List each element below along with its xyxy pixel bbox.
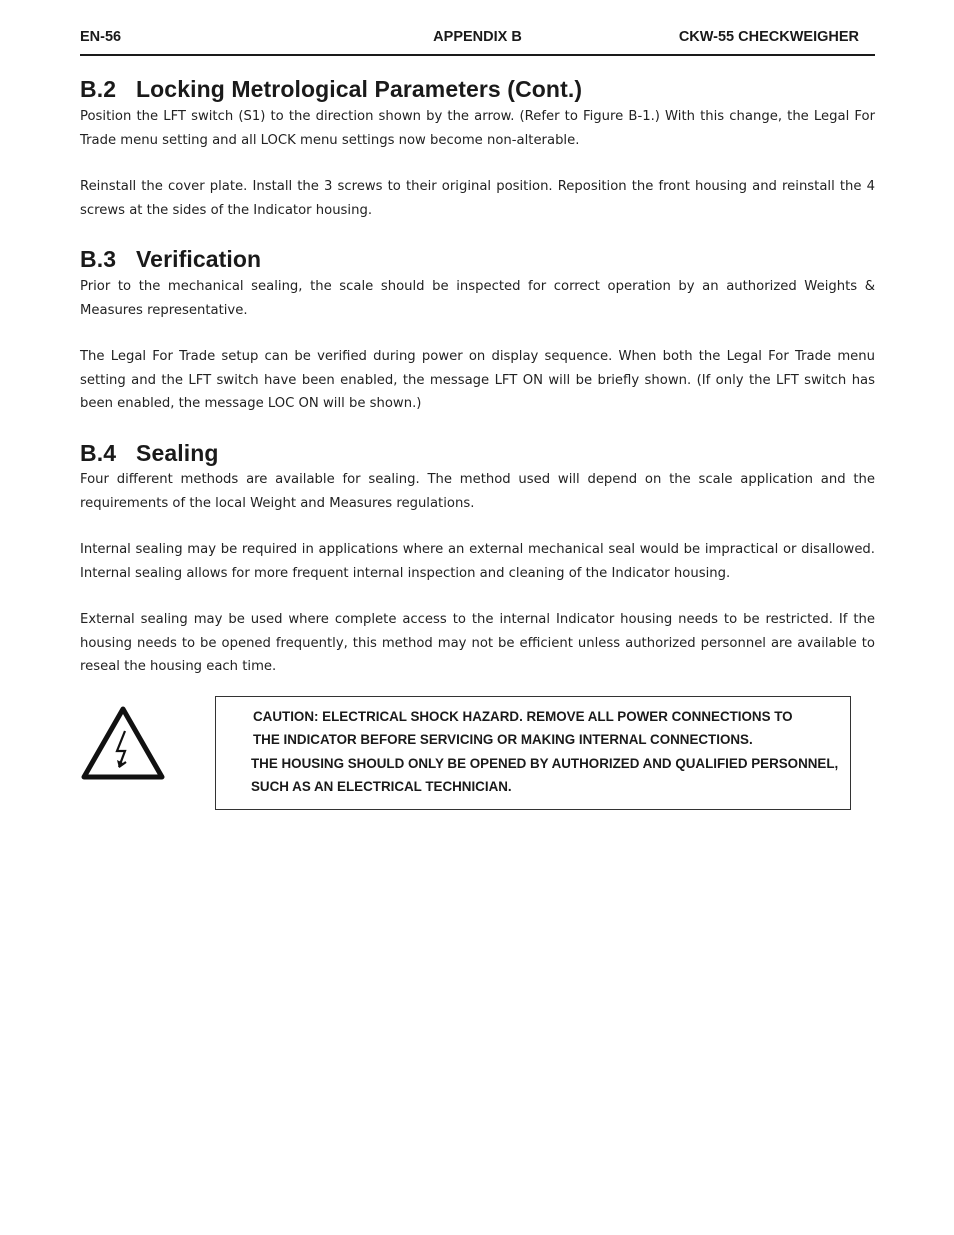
page-number: EN-56 [80, 29, 122, 45]
paragraph: Internal sealing may be required in applications where an external mechanical seal would be impractical or disallowed. Internal sealing allows for more frequent internal inspection and cleaning of the Indicator housing. [80, 542, 875, 581]
section-number: B.4 [80, 440, 117, 466]
paragraph: Reinstall the cover plate. Install the 3 screws to their original position. Reposition the front housing and reinstall the 4 screws at the sides of the Indicator housing. [80, 179, 875, 218]
section-title: Sealing [136, 440, 219, 466]
section-number: B.2 [80, 76, 117, 102]
section-title: Locking Metrological Parameters (Cont.) [136, 76, 583, 102]
section-b3 [80, 245, 875, 416]
section-b2 [80, 75, 875, 222]
caution-box [215, 696, 851, 810]
paragraph: Prior to the mechanical sealing, the scale should be inspected for correct operation by an authorized Weights & Measures representative. [80, 279, 875, 318]
paragraph: Position the LFT switch (S1) to the direction shown by the arrow. (Refer to Figure B-1.) With this change, the Legal For Trade menu setting and all LOCK menu settings now become non-alterable. [80, 109, 875, 148]
paragraph: External sealing may be used where complete access to the internal Indicator housing needs to be restricted. If the housing needs to be opened frequently, this method may not be efficient unless authorized personnel are available to reseal the housing each time. [80, 612, 875, 674]
section-heading [80, 245, 875, 273]
page-header [80, 28, 875, 56]
section-b4 [80, 439, 875, 679]
electrical-shock-warning-icon [81, 705, 165, 781]
caution-line: THE INDICATOR BEFORE SERVICING OR MAKING INTERNAL CONNECTIONS. [253, 732, 753, 747]
section-number: B.3 [80, 246, 117, 272]
caution-line: THE HOUSING SHOULD ONLY BE OPENED BY AUTHORIZED AND QUALIFIED PERSONNEL, [251, 756, 839, 771]
caution-line: CAUTION: ELECTRICAL SHOCK HAZARD. REMOVE ALL POWER CONNECTIONS TO [253, 709, 793, 724]
section-title: Verification [136, 246, 262, 272]
appendix-label: APPENDIX B [433, 29, 522, 45]
paragraph: Four different methods are available for sealing. The method used will depend on the scale application and the requirements of the local Weight and Measures regulations. [80, 472, 875, 511]
section-heading [80, 75, 875, 103]
caution-line: SUCH AS AN ELECTRICAL TECHNICIAN. [251, 779, 512, 794]
section-heading [80, 439, 875, 467]
paragraph: The Legal For Trade setup can be verified during power on display sequence. When both the Legal For Trade menu setting and the LFT switch have been enabled, the message LFT ON will be briefly shown. (If only the LFT switch has been enabled, the message LOC ON will be shown.) [80, 349, 875, 411]
product-name: CKW-55 CHECKWEIGHER [678, 29, 859, 45]
